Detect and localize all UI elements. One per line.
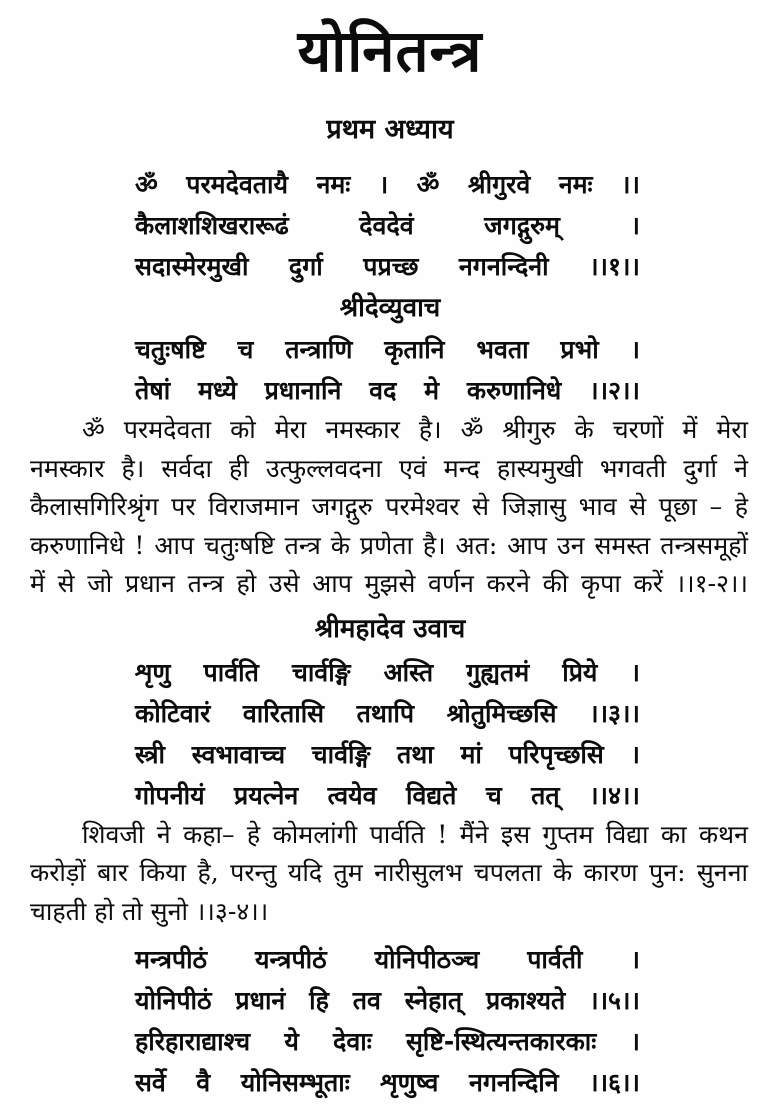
verse-line: चतुःषष्टि च तन्त्राणि कृतानि भवता प्रभो । [135, 335, 640, 364]
mangalacharan-verse-block [135, 164, 640, 287]
speaker-heading-mahadev: श्रीमहादेव उवाच [314, 613, 466, 644]
speaker-heading-devi: श्रीदेव्युवाच [339, 293, 441, 323]
prose-line: शिवजी ने कहा– हे कोमलांगी पार्वति ! मैंने इस गुप्तम विद्या का कथन [82, 819, 748, 849]
verse-line: सदास्मेरमुखी दुर्गा पप्रच्छ नगनन्दिनी ।।१।। [135, 252, 640, 281]
prose-line: में से जो प्रधान तन्त्र हो उसे आप मुझसे वर्णन करने की कृपा करें ।।१-२।। [30, 569, 748, 598]
verse-line: स्त्री स्वभावाच्च चार्वङ्गि तथा मां परिपृच्छसि । [135, 739, 640, 769]
verse-line: मन्त्रपीठं यन्त्रपीठं योनिपीठञ्च पार्वती । [135, 945, 640, 974]
verse-line: हरिहाराद्याश्च ये देवाः सृष्टि-स्थित्यन्तकारकाः । [135, 1027, 640, 1056]
pitha-verse-block [135, 939, 640, 1103]
verse-line: तेषां मध्ये प्रधानानि वद मे करुणानिधे ।।२।। [135, 376, 640, 405]
prose-commentary-1 [30, 411, 748, 604]
mahadev-verse-block [135, 652, 640, 816]
verse-line: गोपनीयं प्रयत्नेन त्वयेव विद्यते च तत् ।।४।। [135, 780, 640, 810]
prose-line: कैलासगिरिश्रृंग पर विराजमान जगद्गुरु परमेश्वर से जिज्ञासु भाव से पूछा – हे [30, 492, 748, 521]
prose-line: करुणानिधे ! आप चतुःषष्टि तन्त्र के प्रणेता है। अत: आप उन समस्त तन्त्रसमूहों [30, 530, 748, 560]
verse-line: ॐ परमदेवतायै नमः । ॐ श्रीगुरवे नमः ।। [135, 170, 640, 199]
prose-line: ॐ परमदेवता को मेरा नमस्कार है। ॐ श्रीगुरु के चरणों में मेरा [82, 415, 748, 444]
verse-line: सर्वे वै योनिसम्भूताः शृणुष्व नगनन्दिनि ।।६।। [135, 1068, 640, 1097]
prose-line: करोड़ों बार किया है, परन्तु यदि तुम नारीसुलभ चपलता के कारण पुन: सुनना [30, 858, 748, 887]
devi-verse-block [135, 329, 640, 411]
page-title: योनितन्त्र [297, 17, 483, 85]
verse-line: शृणु पार्वति चार्वङ्गि अस्ति गुह्यतमं प्रिये । [135, 657, 640, 687]
verse-line: योनिपीठं प्रधानं हि तव स्नेहात् प्रकाश्यते ।।५।। [135, 986, 640, 1015]
prose-line: चाहती हो तो सुनो ।।३-४।। [30, 896, 269, 926]
chapter-heading: प्रथम अध्याय [326, 114, 454, 145]
verse-line: कैलाशशिखरारूढं देवदेवं जगद्गुरुम् । [135, 211, 640, 240]
verse-line: कोटिवारं वारितासि तथापि श्रोतुमिच्छसि ।।३।। [135, 698, 640, 728]
prose-line: नमस्कार है। सर्वदा ही उत्फुल्लवदना एवं मन्द हास्यमुखी भगवती दुर्गा ने [30, 453, 748, 483]
prose-commentary-2 [30, 816, 748, 932]
